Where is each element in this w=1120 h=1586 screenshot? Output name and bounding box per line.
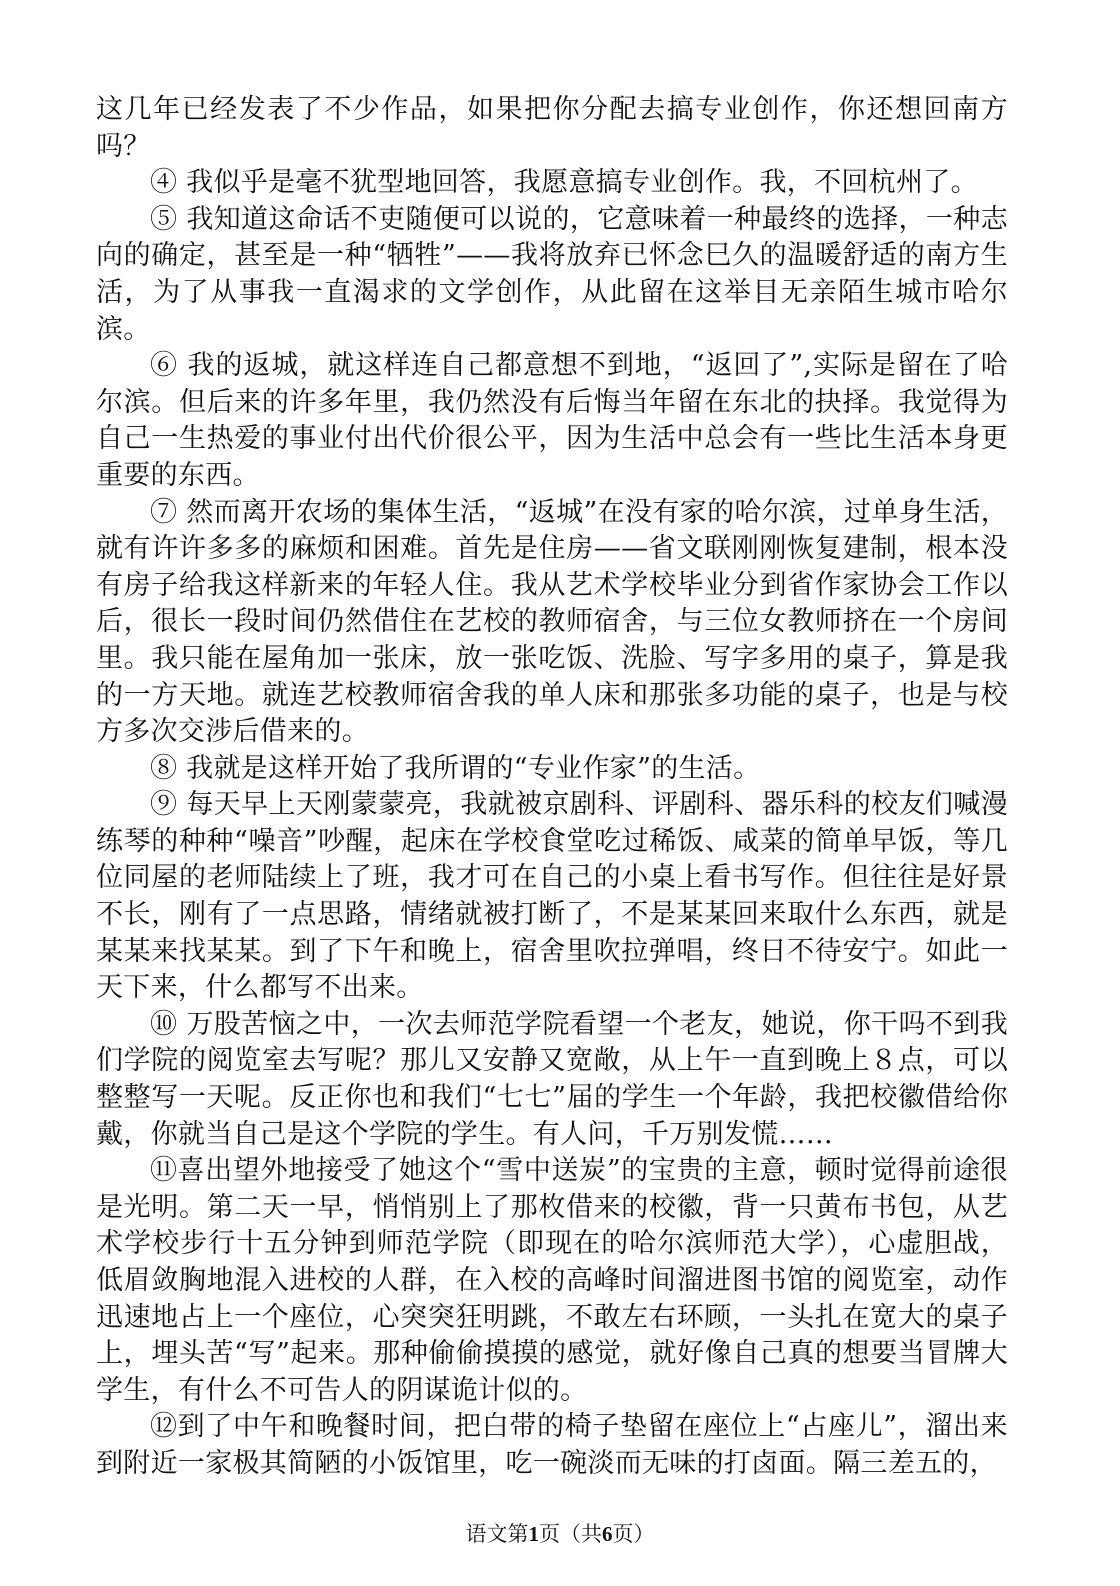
paragraph-9: ⑨ 每天早上天刚蒙蒙亮，我就被京剧科、评剧科、器乐科的校友们喊漫练琴的种种“噪音”吵醒，起床在学校食堂吃过稀饭、咸菜的简单早饭，等几位同屋的老师陆续上了班，我才可在自己的小桌上看书写作。但往往是好景不长，刚有了一点思路，情绪就被打断了，不是某某回来取什么东西，就是某某来找某某。到了下午和晚上，宿舍里吹拉弹唱，终日不待安宁。如此一天下来，什么都写不出来。 — [96, 789, 1008, 1004]
paragraph-5: ⑤ 我知道这命话不吏随便可以说的，它意味着一种最终的选择，一种志向的确定，甚至是一种“牺牲”——我将放弃已怀念巳久的温暖舒适的南方生活，为了从事我一直渴求的文学创作，从此留在这举目无亲陌生城市哈尔滨。 — [96, 203, 1008, 345]
paragraph-4: ④ 我似乎是毫不犹型地回答，我愿意搞专业创作。我，不回杭州了。 — [150, 167, 978, 199]
footer-suffix: 页） — [612, 1522, 655, 1546]
footer-total-pages: 6 — [602, 1522, 613, 1546]
footer-prefix: 语文第 — [465, 1522, 529, 1546]
footer-middle: 页（共 — [539, 1522, 602, 1546]
paragraph-12: ⑫到了中午和晚餐时间，把白带的椅子垫留在座位上“占座儿”，溜出来到附近一家极其简陋的小饭馆里，吃一碗淡而无味的打卤面。隔三差五的， — [96, 1411, 1008, 1479]
paragraph-6: ⑥ 我的返城，就这样连自己都意想不到地，“返回了”,实际是留在了哈尔滨。但后来的许多年里，我仍然没有后悔当年留在东北的抉择。我觉得为自己一生热爱的事业付出代价很公平，因为生活中总会有一些比生活本身更重要的东西。 — [96, 350, 1008, 491]
paragraph-7: ⑦ 然而离开农场的集体生活，“返城”在没有家的哈尔滨，过单身生活，就有许许多多的麻烦和困难。首先是住房——省文联刚刚恢复建制，根本没有房子给我这样新来的年轻人住。我从艺术学校毕业分到省作家协会工作以后，很长一段时间仍然借住在艺校的教师宿舍，与三位女教师挤在一个房间里。我只能在屋角加一张床，放一张吃饭、洗脸、写字多用的桌子，算是我的一方天地。就连艺校教师宿舍我的单人床和那张多功能的桌子，也是与校方多次交涉后借来的。 — [96, 496, 1008, 748]
paragraph-11: ⑪喜出望外地接受了她这个“雪中送炭”的宝贵的主意，顿时觉得前途很是光明。第二天一早，悄悄别上了那枚借来的校徽，背一只黄布书包，从艺术学校步行十五分钟到师范学院（即现在的哈尔滨师范大学），心虚胆战，低眉敛胸地混入进校的人群，在入校的高峰时间溜进图书馆的阅览室，动作迅速地占上一个座位，心突突狂明跳，不敢左右环顾，一头扎在宽大的桌子上，埋头苦“写”起来。那种偷偷摸摸的感觉，就好像自己真的想要当冒牌大学生，有什么不可告人的阴谋诡计似的。 — [96, 1155, 1008, 1406]
paragraph-10: ⑩ 万股苦恼之中，一次去师范学院看望一个老友，她说，你干吗不到我们学院的阅览室去写呢？那儿又安静又宽敞，从上午一直到晚上８点，可以整整写一天呢。反正你也和我们“七七”届的学生一个年龄，我把校徽借给你戴，你就当自己是这个学院的学生。有人问，千万别发慌…… — [96, 1008, 1008, 1150]
paragraph-8: ⑧ 我就是这样开始了我所谓的“专业作家”的生活。 — [150, 752, 761, 784]
footer-page-number: 1 — [528, 1522, 539, 1546]
document-body — [96, 92, 1008, 1483]
paragraph-continued: 这几年已经发表了不少作品，如果把你分配去搞专业创作，你还想回南方吗？ — [96, 94, 1008, 162]
page-footer — [0, 1520, 1120, 1548]
